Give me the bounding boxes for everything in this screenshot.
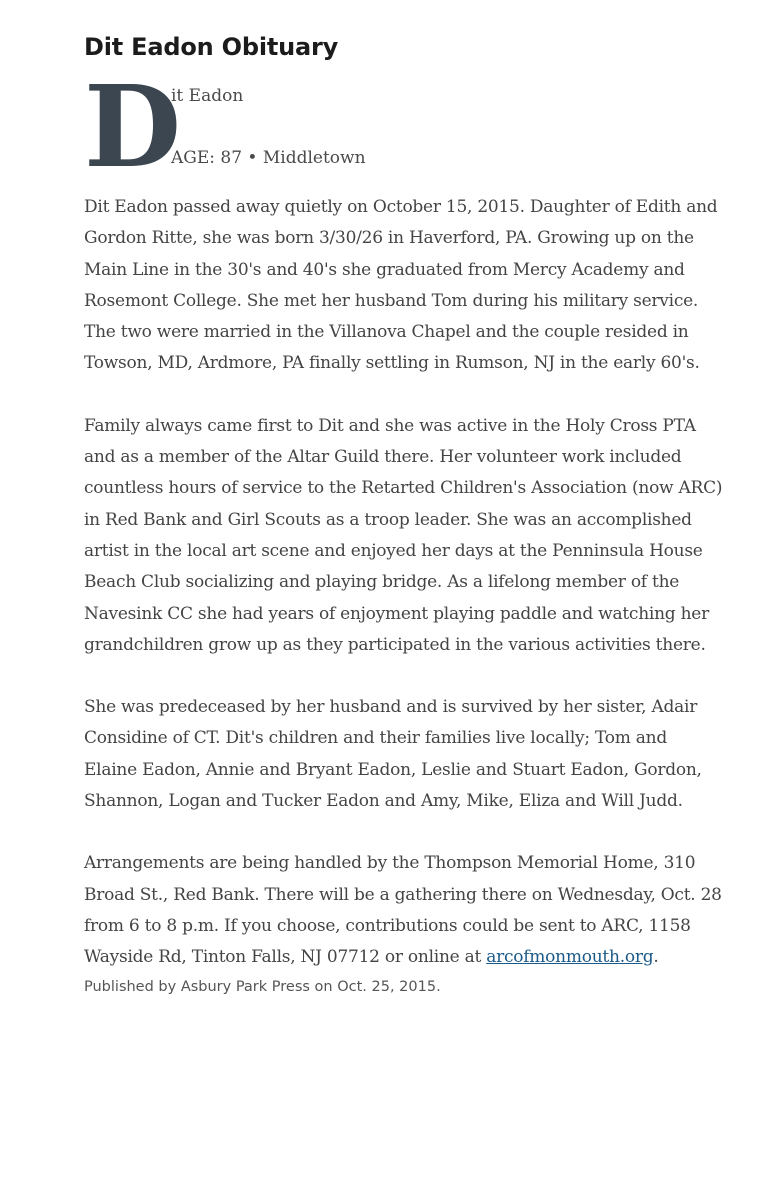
deceased-name: it Eadon xyxy=(171,86,244,106)
paragraph-survivors: She was predeceased by her husband and is survived by her sister, Adair Considine of CT. Dit's children and their families live locally; Tom and Elaine Eadon, Annie and Bryant Eadon, Leslie and Stuart Eadon, Gordon, Shannon, Logan and Tucker Eadon and Amy, Mike, Eliza and Will Judd. xyxy=(84,697,702,812)
drop-cap-letter: D xyxy=(84,62,182,193)
arrangements-end: . xyxy=(653,947,659,968)
obituary-article xyxy=(84,30,724,997)
paragraph-family-activities: Family always came first to Dit and she was active in the Holy Cross PTA and as a member of the Altar Guild there. Her volunteer work included countless hours of service to the Retarted Children's Association (now ARC) in Red Bank and Girl Scouts as a troop leader. She was an accomplished artist in the local art scene and enjoyed her days at the Penninsula House Beach Club socializing and playing bridge. As a lifelong member of the Navesink CC she had years of enjoyment playing paddle and watching her grandchildren grow up as they participated in the various activities there. xyxy=(84,415,723,655)
paragraph-life: Dit Eadon passed away quietly on October 15, 2015. Daughter of Edith and Gordon Ritte, she was born 3/30/26 in Haverford, PA. Growing up on the Main Line in the 30's and 40's she graduated from Mercy Academy and Rosemont College. She met her husband Tom during his military service. The two were married in the Villanova Chapel and the couple resided in Towson, MD, Ardmore, PA finally settling in Rumson, NJ in the early 60's. xyxy=(84,197,718,374)
obituary-header xyxy=(84,62,724,193)
age-location: AGE: 87 • Middletown xyxy=(171,148,366,168)
published-line: Published by Asbury Park Press on Oct. 25, 2015. xyxy=(84,978,441,995)
page-title: Dit Eadon Obituary xyxy=(84,33,339,61)
arc-website-link[interactable]: arcofmonmouth.org xyxy=(486,947,654,968)
paragraph-arrangements xyxy=(84,848,724,973)
obituary-body xyxy=(84,192,724,974)
arrangements-text: Arrangements are being handled by the Thompson Memorial Home, 310 Broad St., Red Bank. There will be a gathering there on Wednesday, Oct. 28 from 6 to 8 p.m. If you choose, contributions could be sent to ARC, 1158 Wayside Rd, Tinton Falls, NJ 07712 or online at xyxy=(84,853,722,968)
